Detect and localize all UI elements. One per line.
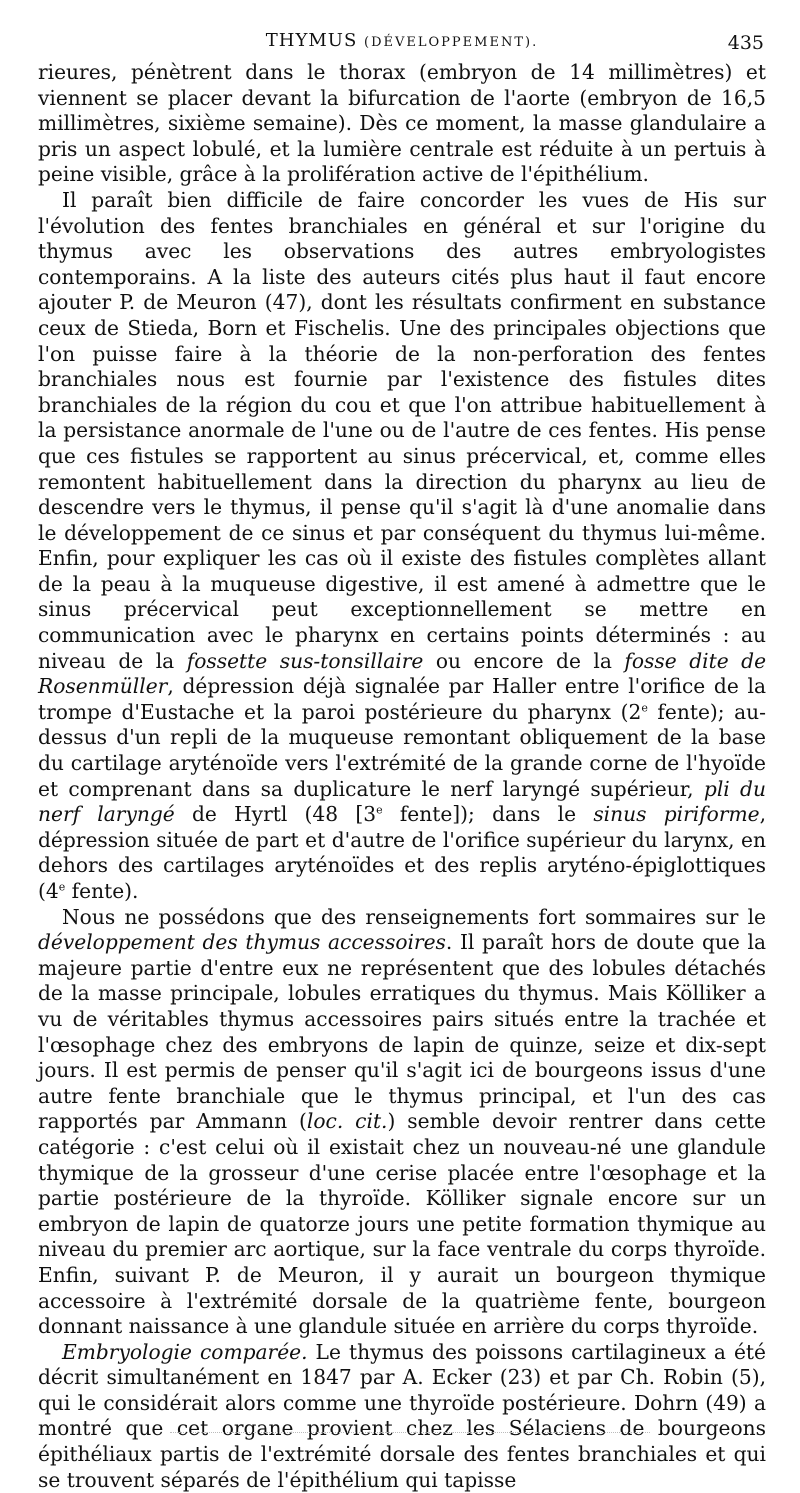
text-run: ) semble devoir rentrer dans cette catégorie : c'est celui où il existait chez un nouveau-né une glandule thymique de la grosseur d'une cerise placée entre l'œsophage et la partie postérieure de la thyroïde. Kölliker signale encore sur un embryon de lapin de quatorze jours une petite formation thymique au niveau du premier arc aortique, sur la face ventrale du corps thyroïde. Enfin, suivant P. de Meuron, il y aurait un bourgeon thymique accessoire à l'extrémité dorsale de la quatrième fente, bourgeon donnant naissance à une glandule située en arrière du corps thyroïde.: [38, 1109, 766, 1339]
superscript-run: e: [376, 803, 383, 817]
text-run: ou encore de la: [423, 648, 625, 673]
running-title-main: THYMUS: [265, 30, 358, 51]
text-run: Nous ne possédons que des renseignements fort sommaires sur le: [62, 904, 766, 929]
italic-run: fossette sus-tonsillaire: [186, 648, 424, 673]
text-run: rieures, pénètrent dans le thorax (embryon de 14 millimètres) et viennent se placer devant la bifurcation de l'aorte (embryon de 16,5 millimètres, sixième semaine). Dès ce moment, la masse glandulaire a pris un aspect lobulé, et la lumière centrale est réduite à un pertuis à peine visible, grâce à la prolifération active de l'épithélium.: [38, 60, 766, 187]
running-title-sub: (DÉVELOPPEMENT).: [364, 35, 539, 50]
text-run: Le thymus des poissons cartilagineux a été décrit simultanément en 1847 par A. Ecker (23) et par Ch. Robin (5), qui le considérait alors comme une thyroïde postérieure. Dohrn (49) a montré que cet organe provient chez les Sélaciens de bourgeons épithéliaux partis de l'extrémité dorsale des fentes branchiales et qui se trouvent séparés de l'épithélium qui tapisse: [38, 1339, 766, 1492]
text-run: de Hyrtl (48 [3: [174, 802, 377, 827]
body-text: [38, 60, 766, 1493]
italic-run: Embryologie comparée.: [62, 1339, 308, 1364]
bottom-show-through: [170, 1432, 650, 1439]
italic-run: pli du nerf laryngé: [38, 776, 766, 827]
text-run: Il paraît bien difficile de faire concorder les vues de His sur l'évolution des fentes branchiales en général et sur l'origine du thymus avec les observations des autres embryologistes contemporains. A la liste des auteurs cités plus haut il faut encore ajouter P. de Meuron (47), dont les résultats confirment en substance ceux de Stieda, Born et Fischelis. Une des principales objections que l'on puisse faire à la théorie de la non-perforation des fentes branchiales nous est fournie par l'existence des fistules dites branchiales de la région du cou et que l'on attribue habituellement à la persistance anormale de l'une ou de l'autre de ces fentes. His pense que ces fistules se rapportent au sinus précervical, et, comme elles remontent habituellement dans la direction du pharynx au lieu de descendre vers le thymus, il pense qu'il s'agit là d'une anomalie dans le développement de ce sinus et par conséquent du thymus lui-même. Enfin, pour expliquer les cas où il existe des fistules complètes allant de la peau à la muqueuse digestive, il est amené à admettre que le sinus précervical peut exceptionnellement se mettre en communication avec le pharynx en certains points déterminés : au niveau de la: [38, 187, 766, 673]
text-run: . Il paraît hors de doute que la majeure partie d'entre eux ne représentent que des lobules détachés de la masse principale, lobules erratiques du thymus. Mais Kölliker a vu de véritables thymus accessoires pairs situés entre la trachée et l'œsophage chez des embryons de lapin de quinze, seize et dix-sept jours. Il est permis de penser qu'il s'agit ici de bourgeons issus d'une autre fente branchiale que le thymus principal, et l'un des cas rapportés par Ammann (: [38, 930, 766, 1134]
italic-run: développement des thymus accessoires: [38, 930, 446, 955]
superscript-run: e: [641, 701, 648, 715]
text-run: , dépression déjà signalée par Haller entre l'orifice de la trompe d'Eustache et la paroi postérieure du pharynx (2: [38, 674, 766, 724]
page: [38, 30, 766, 1493]
text-run: fente]); dans le: [382, 802, 594, 827]
running-header: [38, 30, 766, 60]
text-run: , dépression située de part et d'autre de l'orifice supérieur du larynx, en dehors des cartilages aryténoïdes et des replis aryténo-épiglottiques (4: [38, 802, 767, 903]
italic-run: sinus piriforme: [593, 802, 760, 827]
paragraph-4: [38, 1340, 766, 1493]
page-number: 435: [727, 32, 764, 54]
paragraph-2: [38, 188, 766, 905]
paragraph-3: [38, 905, 766, 1340]
superscript-run: e: [58, 880, 66, 894]
running-title: [38, 30, 766, 51]
paragraph-1: [38, 60, 766, 188]
text-run: fente); au-dessus d'un repli de la muqueuse remontant obliquement de la base du cartilage aryténoïde vers l'extrémité de la grande corne de l'hyoïde et comprenant dans sa duplicature le nerf laryngé supérieur,: [38, 699, 766, 801]
text-run: fente).: [65, 879, 139, 903]
italic-run: loc. cit.: [306, 1109, 388, 1134]
italic-run: fosse dite de Rosenmüller: [38, 648, 767, 699]
